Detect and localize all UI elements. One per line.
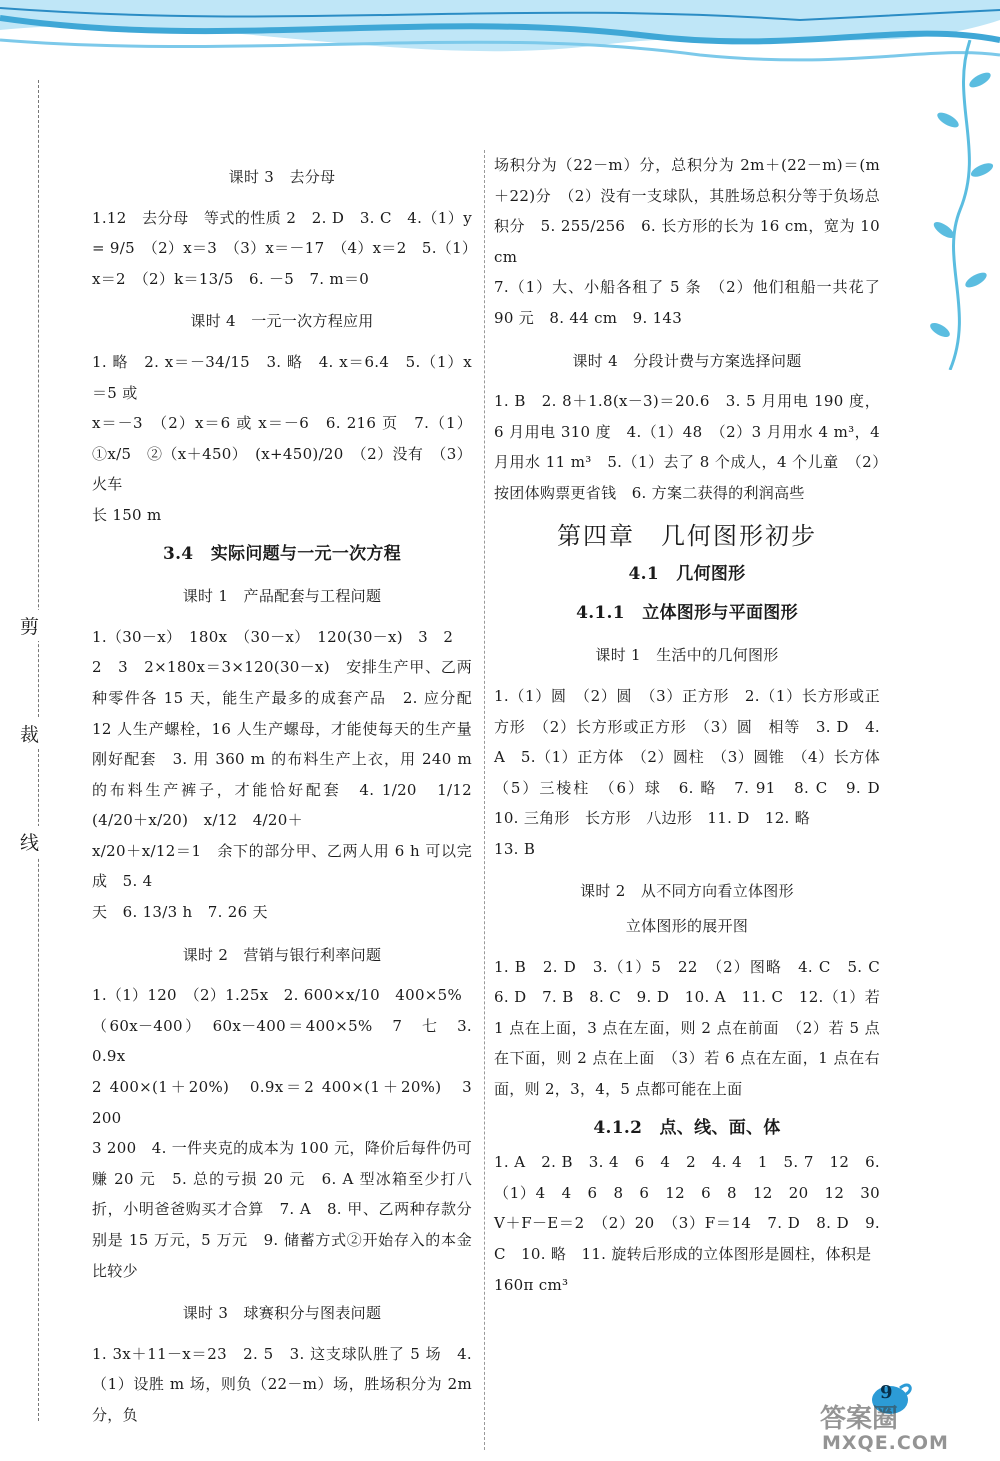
lesson-title: 课时 3 去分母 [228, 168, 336, 186]
chapter-title: 第四章 几何图形初步 [557, 521, 817, 550]
cut-label-1: 剪 [20, 610, 39, 641]
subsection-title: 4.1.1 立体图形与平面图形 [576, 602, 798, 623]
column-divider [484, 150, 485, 1450]
answer-paragraph: 1.（1）圆 （2）圆 （3）正方形 2.（1）长方形或正方形 （2）长方形或正方形 （3）圆 相等 3. D 4. A 5.（1）正方体 （2）圆柱 （3）圆锥 （4）长方体 （5）三棱柱 （6）球 6. 略 7. 91 8. C 9. D 10. 三角形 长方形 八边形 11. D 12. 略 [494, 686, 896, 828]
watermark-logo: 答案圈 [820, 1404, 899, 1434]
cut-line [38, 80, 39, 1421]
answer-paragraph: 1. 3x＋11－x＝23 2. 5 3. 这支球队胜了 5 场 4.（1）设胜 m 场，则负（22－m）场，胜场积分为 2m 分，负 [92, 1344, 472, 1424]
watermark-url: MXQE.COM [822, 1432, 949, 1454]
subsection-title: 4.1.2 点、线、面、体 [593, 1117, 781, 1138]
lesson-subtitle: 立体图形的展开图 [625, 917, 749, 936]
section-title: 4.1 几何图形 [628, 564, 746, 585]
answer-paragraph: 1.（1）120 （2）1.25x 2. 600×x/10 400×5% [92, 986, 463, 1005]
cut-label-3: 线 [20, 826, 39, 857]
answer-paragraph: 160π cm³ [494, 1275, 569, 1294]
lesson-title: 课时 3 球赛积分与图表问题 [182, 1304, 382, 1323]
answer-paragraph: 3 200 4. 一件夹克的成本为 100 元，降价后每件仍可赚 20 元 5. 总的亏损 20 元 6. A 型冰箱至少打八折，小明爸爸购买才合算 7. A 8. 甲、乙两种存款分别是 15 万元，5 万元 9. 储蓄方式②开始存入的本金比较少 [92, 1139, 472, 1280]
answer-paragraph: 1. 略 2. x＝－34/15 3. 略 4. x＝6.4 5.（1）x＝5 或 [92, 352, 472, 402]
lesson-title: 课时 2 从不同方向看立体图形 [580, 882, 794, 901]
answer-paragraph: 1. B 2. D 3.（1）5 22 （2）图略 4. C 5. C 6. D 7. B 8. C 9. D 10. A 11. C 12.（1）若 1 点在上面，3 点在左面，则 2 点在前面 （2）若 5 点在下面，则 2 点在上面 （3）若 6 点在左面，1 点在右面，则 2，3，4，5 点都可能在上面 [494, 957, 896, 1099]
answer-paragraph: （60x－400） 60x－400＝400×5% 7 七 3. 0.9x [92, 1016, 472, 1066]
answer-paragraph: 1.（30－x） 180x （30－x） 120(30－x) 3 2 [92, 627, 454, 646]
top-banner-decoration [0, 0, 1000, 90]
answer-paragraph: 13. B [494, 839, 536, 858]
answer-paragraph: x＝－3 （2）x＝6 或 x＝－6 6. 216 页 7.（1）①x/5 ②（x＋450） (x+450)/20 （2）没有 （3）火车 [92, 414, 472, 494]
lesson-title: 课时 4 分段计费与方案选择问题 [572, 351, 802, 370]
lesson-title: 课时 1 产品配套与工程问题 [182, 587, 382, 606]
answer-paragraph: 2 400×(1＋20%) 0.9x＝2 400×(1＋20%) 3 200 [92, 1078, 472, 1127]
left-column [92, 150, 488, 1431]
lesson-title: 课时 1 生活中的几何图形 [595, 646, 779, 665]
section-title: 3.4 实际问题与一元一次方程 [162, 543, 402, 564]
answer-paragraph: 1. B 2. 8＋1.8(x－3)＝20.6 3. 5 月用电 190 度，6 月用电 310 度 4.（1）48 （2）3 月用水 4 m³，4 月用水 11 m³ 5.（1）去了 8 个成人，4 个儿童 （2）按团体购票更省钱 6. 方案二获得的利润高些 [494, 392, 880, 502]
cut-label-2: 裁 [20, 718, 39, 749]
answer-paragraph: 1. A 2. B 3. 4 6 4 2 4. 4 1 5. 7 12 6.（1）4 4 6 8 6 12 6 8 12 20 12 30 V＋F－E＝2 （2）20 （3）F＝14 7. D 8. D 9. C 10. 略 11. 旋转后形成的立体图形是圆柱，体积是 [494, 1153, 896, 1263]
answer-paragraph: 天 6. 13/3 h 7. 26 天 [92, 903, 268, 922]
answer-paragraph: 2 3 2×180x＝3×120(30－x) 安排生产甲、乙两种零件各 15 天，能生产最多的成套产品 2. 应分配 12 人生产螺栓，16 人生产螺母，才能使每天的生产量刚好配套 3. 用 360 m 的布料生产上衣，用 240 m 的布料生产裤子，才能恰好配套 4. 1/20 1/12 (4/20＋x/20) x/12 4/20＋ [92, 658, 488, 830]
right-column [494, 150, 896, 1300]
answer-paragraph: 1.12 去分母 等式的性质 2 2. D 3. C 4.（1）y = 9/5 （2）x＝3 （3）x＝－17 （4）x＝2 5.（1） [92, 208, 478, 258]
lesson-title: 课时 4 一元一次方程应用 [190, 312, 374, 331]
answer-paragraph: 长 150 m [92, 505, 162, 524]
answer-paragraph: x＝2 （2）k＝13/5 6. －5 7. m＝0 [92, 269, 370, 288]
answer-paragraph: 7.（1）大、小船各租了 5 条 （2）他们租船一共花了 90 元 8. 44 cm 9. 143 [494, 278, 880, 327]
lesson-title: 课时 2 营销与银行利率问题 [182, 945, 382, 964]
answer-paragraph: x/20＋x/12＝1 余下的部分甲、乙两人用 6 h 可以完成 5. 4 [92, 841, 472, 891]
page-number: 9 [880, 1382, 893, 1403]
vine-decoration [910, 40, 1000, 370]
answer-paragraph: 场积分为（22－m）分，总积分为 2m＋(22－m)＝(m＋22)分 （2）没有一支球队，其胜场总积分等于负场总积分 5. 255/256 6. 长方形的长为 16 cm，宽为 10 cm [494, 156, 880, 266]
